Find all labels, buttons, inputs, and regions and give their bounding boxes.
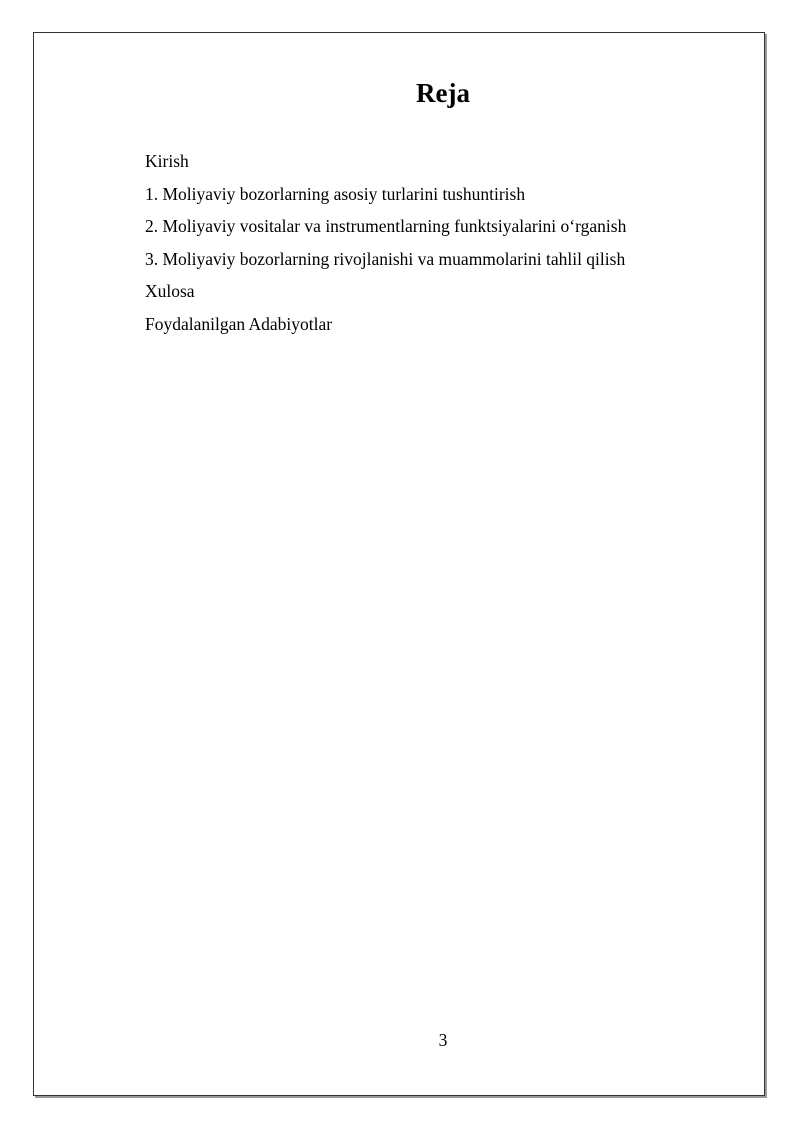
page-number: 3 (438, 1030, 448, 1050)
toc-item-introduction: Kirish (145, 151, 189, 171)
toc-item-conclusion: Xulosa (145, 281, 195, 302)
toc-item-1: 1. Moliyaviy bozorlarning asosiy turlarini tushuntirish (145, 183, 526, 204)
toc-item-references: Foydalanilgan Adabiyotlar (145, 313, 333, 334)
toc-item-3: 3. Moliyaviy bozorlarning rivojlanishi va muammolarini tahlil qilish (145, 248, 626, 269)
document-page (33, 32, 765, 1096)
page-title: Reja (416, 78, 470, 108)
toc-item-2: 2. Moliyaviy vositalar va instrumentlarning funktsiyalarini o‘rganish (145, 216, 627, 237)
table-of-contents (145, 145, 626, 341)
